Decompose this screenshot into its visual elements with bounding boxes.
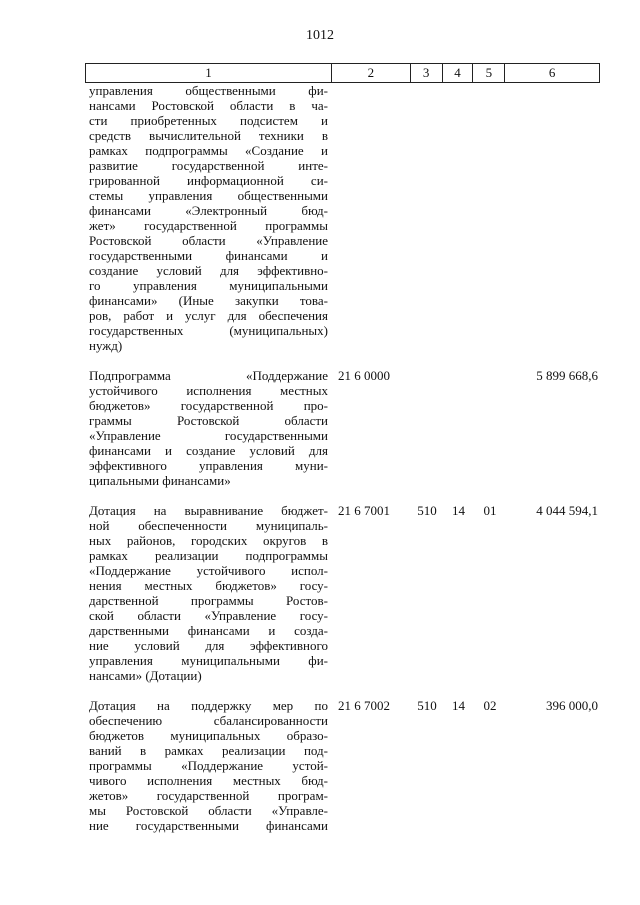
row-pr: 02: [483, 698, 497, 713]
description-line: ной обеспеченности муниципаль-: [89, 518, 328, 533]
description-line: управления общественными фи-: [89, 83, 328, 98]
description-line: Дотация на поддержку мер по: [89, 698, 328, 713]
description-line: ных районов, городских округов в: [89, 533, 328, 548]
page-number: 1012: [306, 28, 334, 43]
description-line: нансами Ростовской области в ча-: [89, 98, 328, 113]
description-line: Подпрограмма «Поддержание: [89, 368, 328, 383]
row-description: [85, 368, 332, 488]
description-line: бюджетов муниципальных образо-: [89, 728, 328, 743]
description-line: граммы Ростовской области: [89, 413, 328, 428]
row-code: [332, 83, 411, 353]
description-line: Дотация на выравнивание бюджет-: [89, 503, 328, 518]
description-line: финансами и создание условий для: [89, 443, 328, 458]
description-line: жетов» государственной програм-: [89, 788, 328, 803]
description-line: ваний в рамках реализации под-: [89, 743, 328, 758]
row-amount: 5 899 668,6: [536, 368, 598, 383]
row-rz: [443, 83, 474, 353]
description-line: управления муниципальными фи-: [89, 653, 328, 668]
table-row: [85, 83, 600, 353]
row-code: 21 6 0000: [338, 368, 390, 383]
description-line: нансами» (Дотации): [89, 668, 202, 683]
row-description: [85, 503, 332, 683]
row-vr: [411, 368, 443, 488]
column-header-4: 4: [443, 64, 474, 82]
row-rz: 14: [452, 698, 465, 713]
description-line: рамках реализации подпрограммы: [89, 548, 328, 563]
description-line: чивого исполнения местных бюд-: [89, 773, 328, 788]
description-line: государственными финансами и: [89, 248, 328, 263]
description-line: стемы управления общественными: [89, 188, 328, 203]
row-amount: 396 000,0: [546, 698, 598, 713]
row-rz: [443, 368, 474, 488]
row-amount: 4 044 594,1: [536, 503, 598, 518]
description-line: ской области «Управление госу-: [89, 608, 328, 623]
description-line: «Поддержание устойчивого испол-: [89, 563, 328, 578]
row-rz: 14: [452, 503, 465, 518]
description-line: дарственной программы Ростов-: [89, 593, 328, 608]
description-line: развитие государственной инте-: [89, 158, 328, 173]
description-line: ние условий для эффективного: [89, 638, 328, 653]
row-amount: [506, 83, 600, 353]
column-header-5: 5: [473, 64, 505, 82]
description-line: эффективного управления муни-: [89, 458, 328, 473]
description-line: финансами» (Иные закупки това-: [89, 293, 328, 308]
description-line: сти приобретенных подсистем и: [89, 113, 328, 128]
description-line: дарственными финансами и созда-: [89, 623, 328, 638]
description-line: ципальными финансами»: [89, 473, 231, 488]
description-line: нения местных бюджетов» госу-: [89, 578, 328, 593]
column-header-1: 1: [86, 64, 332, 82]
row-vr: [411, 83, 443, 353]
row-pr: [474, 368, 506, 488]
description-line: средств вычислительной техники в: [89, 128, 328, 143]
description-line: создание условий для эффективно-: [89, 263, 328, 278]
description-line: устойчивого исполнения местных: [89, 383, 328, 398]
description-line: программы «Поддержание устой-: [89, 758, 328, 773]
description-line: государственных (муниципальных): [89, 323, 328, 338]
row-description: [85, 83, 332, 353]
description-line: ров, работ и услуг для обеспечения: [89, 308, 328, 323]
description-line: го управления муниципальными: [89, 278, 328, 293]
description-line: финансами «Электронный бюд-: [89, 203, 328, 218]
table-row: [85, 698, 600, 833]
table-row: [85, 503, 600, 683]
row-vr: 510: [417, 503, 437, 518]
description-line: «Управление государственными: [89, 428, 328, 443]
row-vr: 510: [417, 698, 437, 713]
description-line: мы Ростовской области «Управле-: [89, 803, 328, 818]
row-pr: 01: [483, 503, 497, 518]
description-line: обеспечению сбалансированности: [89, 713, 328, 728]
description-line: бюджетов» государственной про-: [89, 398, 328, 413]
table-row: [85, 368, 600, 488]
row-description: [85, 698, 332, 833]
column-header-2: 2: [332, 64, 411, 82]
description-line: нужд): [89, 338, 123, 353]
row-code: 21 6 7001: [338, 503, 390, 518]
row-code: 21 6 7002: [338, 698, 390, 713]
table-body: [85, 83, 600, 833]
description-line: жет» государственной программы: [89, 218, 328, 233]
row-pr: [474, 83, 506, 353]
column-header-3: 3: [411, 64, 443, 82]
description-line: Ростовской области «Управление: [89, 233, 328, 248]
description-line: рамках подпрограммы «Создание и: [89, 143, 328, 158]
description-line: грированной информационной си-: [89, 173, 328, 188]
table-header: [85, 63, 600, 83]
description-line: ние государственными финансами: [89, 818, 328, 833]
column-header-6: 6: [548, 65, 556, 80]
